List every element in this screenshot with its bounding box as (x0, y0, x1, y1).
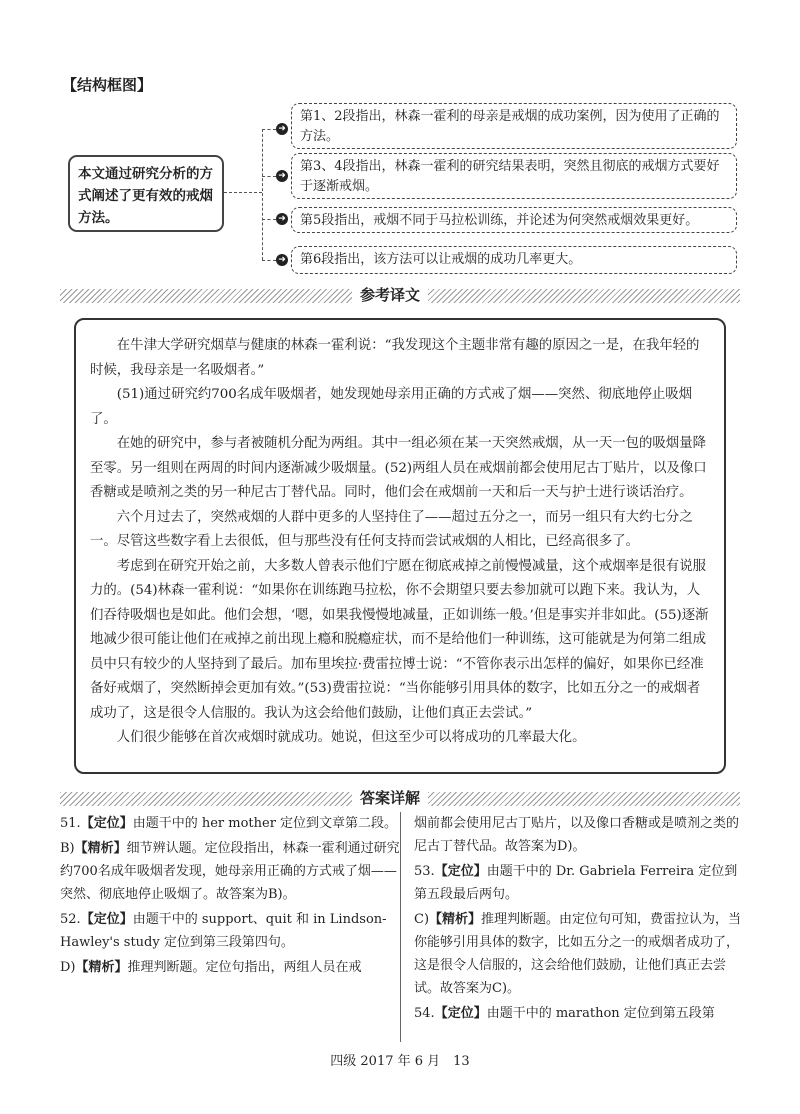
translation-title: 参考译文 (352, 286, 428, 304)
column-divider (400, 812, 401, 1042)
translation-box (74, 318, 726, 774)
answer-entry: D)【精析】推理判断题。定位句指出，两组人员在戒 (60, 960, 362, 975)
answer-entry: 53.【定位】由题干中的 Dr. Gabriela Ferreira 定位到第五段最后两句。 (414, 864, 738, 902)
translation-paragraph: 在牛津大学研究烟草与健康的林森一霍利说：“我发现这个主题非常有趣的原因之一是，在我年轻的时候，我母亲是一名吸烟者。” (90, 338, 700, 378)
answer-entry: C)【精析】推理判断题。由定位句可知，费雷拉认为，当你能够引用具体的数字，比如五分之一的戒烟者成功了，这是很令人信服的，这会给他们鼓励，让他们真正去尝试。故答案为C)。 (414, 912, 742, 996)
connector-branch (262, 260, 276, 261)
structure-header: 【结构框图】 (62, 76, 153, 94)
answers-left-column (60, 812, 400, 981)
section-band (60, 286, 740, 304)
translation-paragraph: 人们很少能够在首次戒烟时就成功。她说，但这至少可以将成功的几率最大化。 (116, 730, 586, 745)
translation-paragraph: (51)通过研究约700名成年吸烟者，她发现她母亲用正确的方式戒了烟——突然、彻底地停止吸烟了。 (90, 387, 693, 427)
answer-entry: 54.【定位】由题干中的 marathon 定位到第五段第 (414, 1006, 715, 1021)
translation-paragraph: 考虑到在研究开始之前，大多数人曾表示他们宁愿在彻底戒掉之前慢慢减量，这个戒烟率是很有说服力的。(54)林森一霍利说：“如果你在训练跑马拉松，你不会期望只要去参加就可以跑下来。我认为，人们吞待吸烟也是如此。他们会想，‘嗯，如果我慢慢地减量，正如训练一般。’但是事实并非如此。(55)逐渐地减少很可能让他们在戒掉之前出现上瘾和脱瘾症状，而不是给他们一种训练，这可能就是为何第二组成员中只有较少的人坚持到了最后。加布里埃拉·费雷拉博士说：“不管你表示出怎样的偏好，如果你已经准备好戒烟了，突然断掉会更加有效。”(53)费雷拉说：“当你能够引用具体的数字，比如五分之一的戒烟者成功了，这是很令人信服的。我认为这会给他们鼓励，让他们真正去尝试。” (90, 558, 709, 721)
connector-spine (262, 129, 263, 260)
connector-branch (262, 129, 276, 130)
translation-paragraph: 在她的研究中，参与者被随机分配为两组。其中一组必须在某一天突然戒烟，从一天一包的吸烟量降至零。另一组则在两周的时间内逐渐减少吸烟量。(52)两组人员在戒烟前都会使用尼古丁贴片，以及像口香糖或是喷剂之类的另一种尼古丁替代品。同时，他们会在戒烟前一天和后一天与护士进行谈话治疗。 (90, 436, 707, 500)
arrow-right-icon: ➜ (276, 213, 288, 225)
answers-title: 答案详解 (352, 789, 428, 807)
structure-item: 第5段指出，戒烟不同于马拉松训练，并论述为何突然戒烟效果更好。 (291, 207, 737, 233)
answer-entry: 烟前都会使用尼古丁贴片，以及像口香糖或是喷剂之类的尼古丁替代品。故答案为D)。 (414, 816, 740, 854)
summary-box: 本文通过研究分析的方式阐述了更有效的戒烟方法。 (68, 155, 224, 232)
structure-item: 第1、2段指出，林森一霍利的母亲是戒烟的成功案例，因为使用了正确的方法。 (291, 103, 737, 149)
answer-entry: 52.【定位】由题干中的 support、quit 和 in Lindson-Hawley's study 定位到第三段第四句。 (60, 912, 387, 950)
arrow-right-icon: ➜ (276, 170, 288, 182)
answer-entry: B)【精析】细节辨认题。定位段指出，林森一霍利通过研究约700名成年吸烟者发现，她母亲用正确的方式戒了烟——突然、彻底地停止吸烟了。故答案为B)。 (60, 841, 400, 902)
arrow-right-icon: ➜ (276, 123, 288, 135)
section-band (60, 789, 740, 807)
arrow-right-icon: ➜ (276, 254, 288, 266)
structure-item: 第3、4段指出，林森一霍利的研究结果表明，突然且彻底的戒烟方式要好于逐渐戒烟。 (291, 153, 737, 199)
connector-branch (262, 176, 276, 177)
connector-branch (262, 219, 276, 220)
structure-item: 第6段指出，该方法可以让戒烟的成功几率更大。 (291, 246, 737, 274)
translation-paragraph: 六个月过去了，突然戒烟的人群中更多的人坚持住了——超过五分之一，而另一组只有大约七分之一。尽管这些数字看上去很低，但与那些没有任何支持而尝试戒烟的人相比，已经高很多了。 (90, 509, 693, 549)
answer-entry: 51.【定位】由题干中的 her mother 定位到文章第二段。 (60, 816, 398, 831)
page-footer: 四级 2017 年 6 月 13 (330, 1054, 470, 1069)
connector-line (224, 192, 262, 193)
answers-right-column (414, 812, 744, 1027)
